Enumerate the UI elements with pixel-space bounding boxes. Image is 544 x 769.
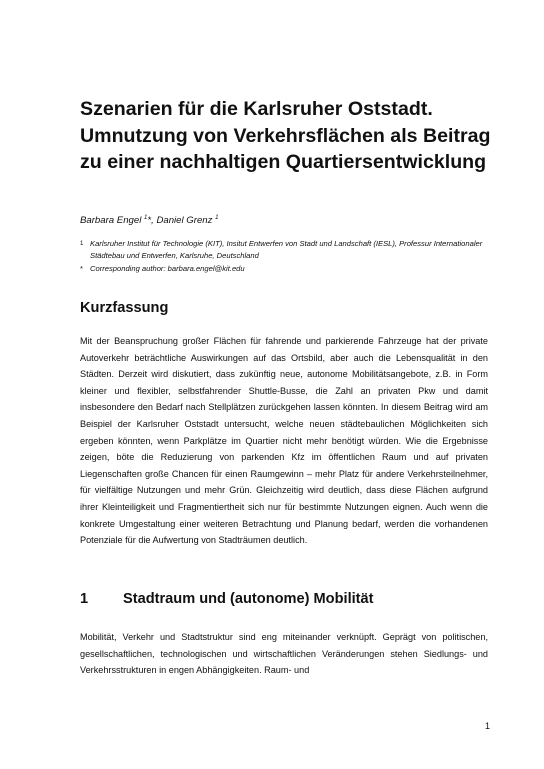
affiliation-marker: 1 [144, 215, 148, 221]
body-paragraph [80, 629, 488, 679]
affiliations [80, 238, 500, 275]
author-name: Barbara Engel [80, 215, 142, 227]
affiliation-item [80, 238, 500, 263]
corresponding-marker: * [147, 215, 152, 227]
affiliation-text: Karlsruher Institut für Technologie (KIT), Insitut Entwerfen von Stadt und Landschaft (IESL), Professur Internationaler Städtebau und Entwerfen, Karlsruhe, Deutschland [90, 239, 483, 261]
author-line [80, 215, 500, 226]
section-heading [80, 591, 500, 607]
abstract-heading: Kurzfassung [80, 300, 169, 316]
author-separator: , [151, 215, 157, 227]
affiliation-item [80, 263, 500, 275]
body-text: Mobilität, Verkehr und Stadtstruktur sind eng miteinander verknüpft. Geprägt von politischen, gesellschaftlichen, technologischen und wirtschaftlichen Veränderungen stehen Siedlungs- und Verkehrsstrukturen in engen Abhängigkeiten. Raum- und [80, 632, 488, 676]
affiliation-marker: 1 [215, 215, 219, 221]
section-number: 1 [80, 591, 89, 607]
section-title: Stadtraum und (autonome) Mobilität [123, 591, 374, 607]
affiliation-mark: * [80, 263, 83, 273]
page-number: 1 [484, 721, 490, 731]
abstract-paragraph: Mit der Beanspruchung großer Flächen für fahrende und parkierende Fahrzeuge hat der private Autoverkehr beträchtliche Auswirkungen auf das Ortsbild, aber auch die Lebensqualität in den Städten. Derzeit wird diskutiert, dass zukünftig neue, autonome Mobilitätsangebote, z.B. in Form kleiner und flexibler, selbstfahrender Shuttle-Busse, die Zahl an privaten Pkw und damit insbesondere den Bedarf nach Stellplätzen zurückgehen lassen könnten. In diesem Beitrag wird am Beispiel der Karlsruher Oststadt untersucht, welche neuen städtebaulichen Möglichkeiten sich ergeben könnten, wenn Parkplätze im Quartier nicht mehr benötigt würden. Wie die Ergebnisse zeigen, böte die Reduzierung von parkenden Kfz im öffentlichen Raum und auf privaten Liegenschaften große Chancen für einen Raumgewinn – mehr Platz für andere Verkehrsteilnehmer, für vielfältige Nutzungen und mehr Grün. Gleichzeitig wird deutlich, dass diese Flächen aufgrund ihrer Kleinteiligkeit und Fragmentiertheit sich nur für bestimmte Nutzungen eignen. Auch wenn die konkrete Umgestaltung einer weiteren Betrachtung und Planung bedarf, werden die vorhandenen Potenziale für die Aufwertung von Stadträumen deutlich. [80, 336, 488, 546]
paper-title: Szenarien für die Karlsruher Oststadt. Umnutzung von Verkehrsflächen als Beitrag zu einer nachhaltigen Quartiersentwicklung [80, 98, 491, 173]
author-name: Daniel Grenz [156, 215, 213, 227]
affiliation-mark: 1 [80, 241, 84, 247]
corresponding-author: Corresponding author: barbara.engel@kit.edu [90, 263, 245, 273]
